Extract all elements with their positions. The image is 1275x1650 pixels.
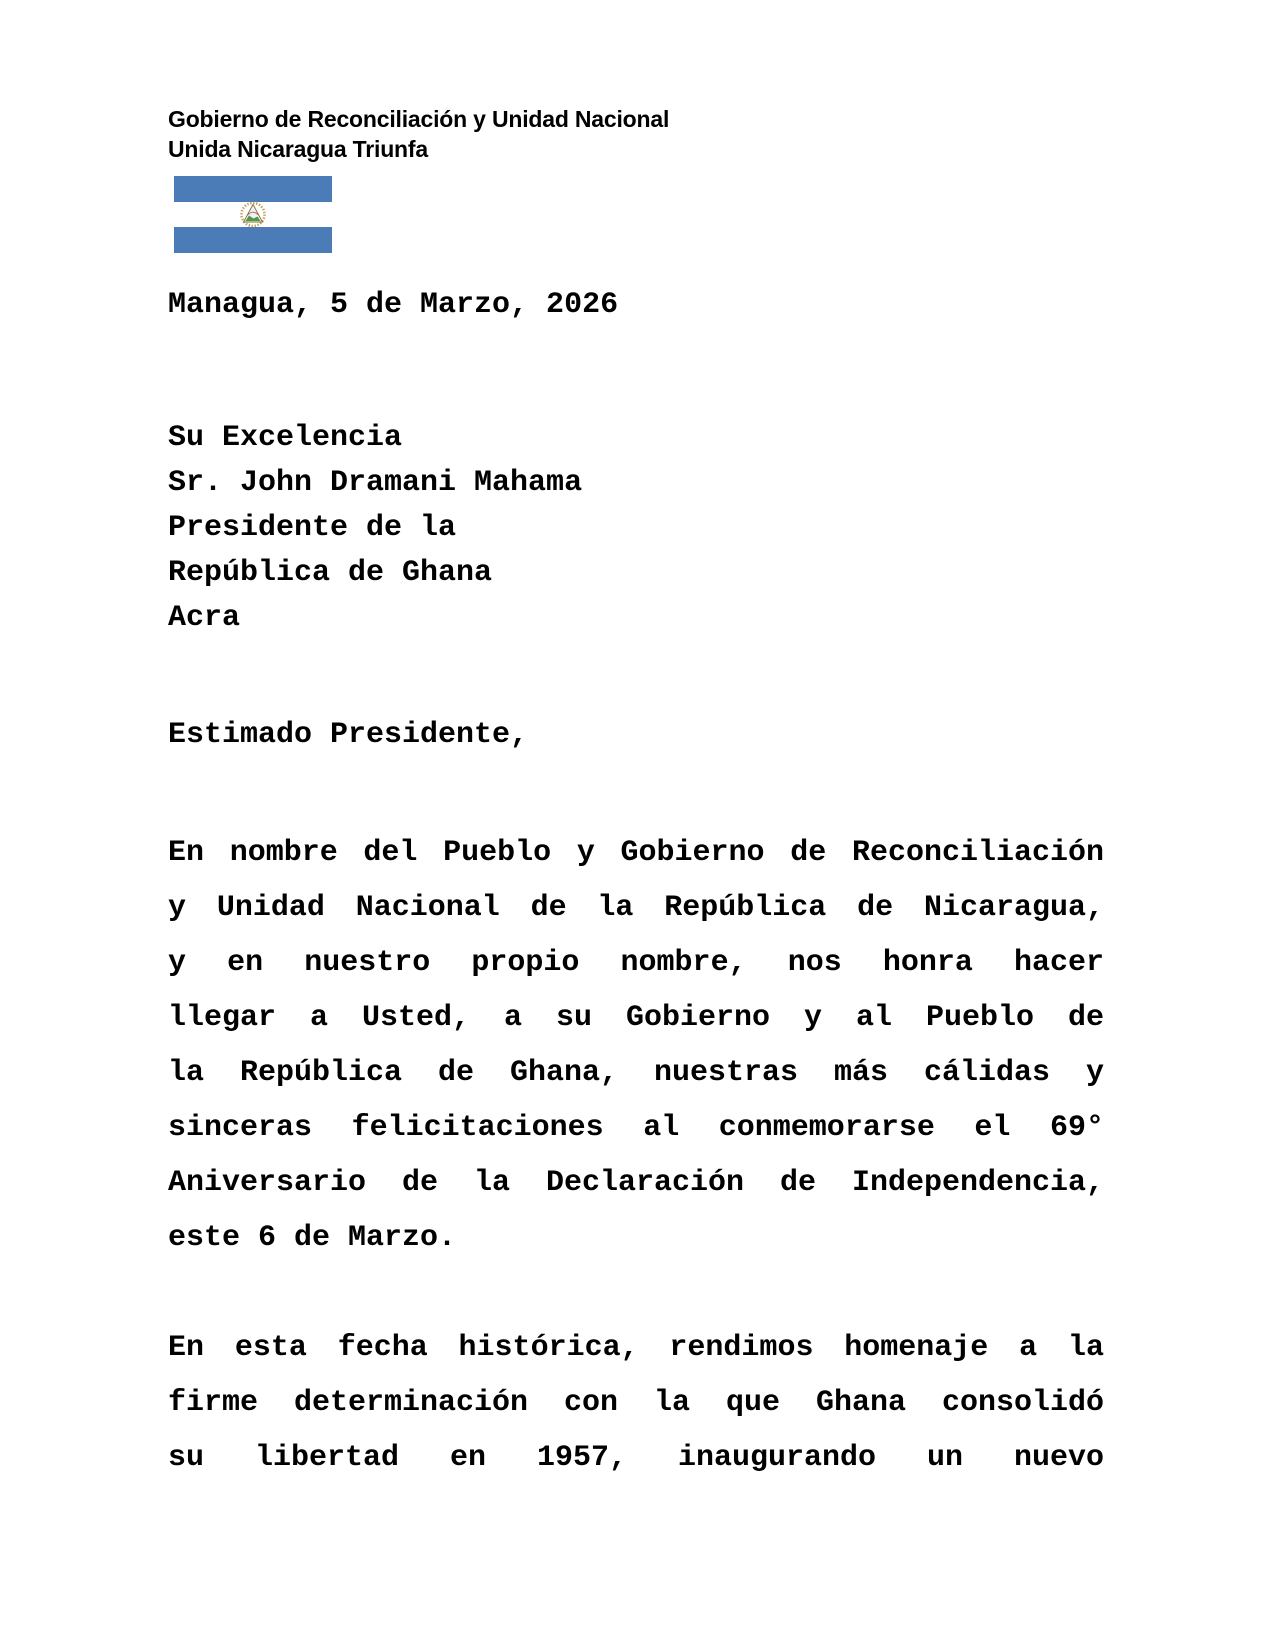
address-line: Presidente de la	[168, 511, 457, 545]
letterhead	[168, 104, 1104, 164]
body-paragraph	[168, 1321, 1104, 1486]
address-line: República de Ghana	[168, 556, 493, 590]
body-line: y Unidad Nacional de la República de Nicaragua,	[168, 891, 1104, 925]
letter-content	[168, 0, 1104, 1541]
flag-stripe-top	[174, 176, 332, 202]
body-line: y en nuestro propio nombre, nos honra hacer	[168, 946, 1104, 980]
body-line: sinceras felicitaciones al conmemorarse el 69°	[168, 1111, 1104, 1145]
flag-stripe-bottom	[174, 227, 332, 253]
salutation: Estimado Presidente,	[168, 718, 529, 752]
date-line: Managua, 5 de Marzo, 2026	[168, 288, 619, 322]
body-paragraph	[168, 826, 1104, 1266]
body-line: En nombre del Pueblo y Gobierno de Reconciliación	[168, 836, 1104, 870]
letter-body	[168, 826, 1104, 1486]
body-line: la República de Ghana, nuestras más cálidas y	[168, 1056, 1104, 1090]
body-line: llegar a Usted, a su Gobierno y al Pueblo de	[168, 1001, 1104, 1035]
address-line: Sr. John Dramani Mahama	[168, 466, 583, 500]
letterhead-line1: Gobierno de Reconciliación y Unidad Nacional	[168, 106, 670, 132]
address-line: Su Excelencia	[168, 421, 403, 455]
address-line: Acra	[168, 601, 241, 635]
letterhead-line2: Unida Nicaragua Triunfa	[168, 136, 428, 162]
recipient-address	[168, 416, 1104, 641]
body-line: este 6 de Marzo.	[168, 1221, 457, 1255]
body-line: su libertad en 1957, inaugurando un nuevo	[168, 1441, 1104, 1475]
body-line: firme determinación con la que Ghana consolidó	[168, 1386, 1104, 1420]
body-line: En esta fecha histórica, rendimos homenaje a la	[168, 1331, 1104, 1365]
body-line: Aniversario de la Declaración de Independencia,	[168, 1166, 1104, 1200]
nicaragua-flag	[174, 176, 332, 253]
